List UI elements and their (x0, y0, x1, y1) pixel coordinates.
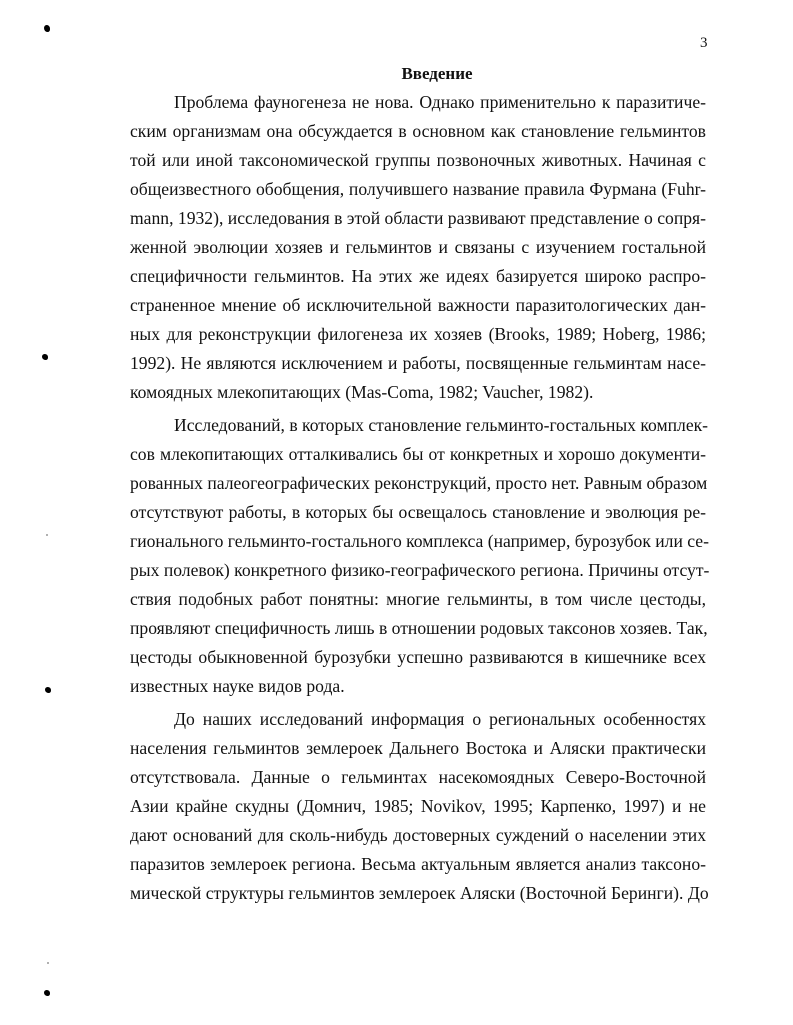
text-line: ных для реконструкции филогенеза их хозяев (Brooks, 1989; Hoberg, 1986; (130, 324, 706, 344)
text-line: mann, 1932), исследования в этой области развивают представление о сопря- (130, 208, 706, 228)
scan-speck (47, 962, 49, 964)
text-line: Азии крайне скудны (Домнич, 1985; Novikov, 1995; Карпенко, 1997) и не (130, 796, 706, 816)
text-line: отсутствуют работы, в которых бы освещалось становление и эволюция ре- (130, 502, 706, 522)
text-line: ствия подобных работ понятны: многие гельминты, в том числе цестоды, (130, 589, 706, 609)
text-line: Исследований, в которых становление гельминто-гостальных комплек- (174, 415, 709, 435)
text-line: общеизвестного обобщения, получившего название правила Фурмана (Fuhr- (130, 179, 706, 199)
scan-mark (44, 990, 50, 996)
text-line: До наших исследований информация о региональных особенностях (174, 709, 706, 729)
text-line: проявляют специфичность лишь в отношении родовых таксонов хозяев. Так, (130, 618, 708, 638)
text-line: дают оснований для сколь-нибудь достоверных суждений о населении этих (130, 825, 706, 845)
scan-mark (45, 687, 51, 693)
section-title: Введение (401, 64, 473, 83)
scan-mark (42, 354, 48, 360)
text-line: той или иной таксономической группы позвоночных животных. Начиная с (130, 150, 706, 170)
text-line: комоядных млекопитающих (Mas-Coma, 1982; Vaucher, 1982). (130, 382, 594, 402)
text-line: рых полевок) конкретного физико-географического региона. Причины отсут- (130, 560, 710, 580)
text-line: мической структуры гельминтов землероек Аляски (Восточной Беринги). До (130, 883, 709, 903)
text-line: отсутствовала. Данные о гельминтах насекомоядных Северо-Восточной (130, 767, 706, 787)
text-line: Проблема фауногенеза не нова. Однако применительно к паразитиче- (174, 92, 706, 112)
text-line: населения гельминтов землероек Дальнего Востока и Аляски практически (130, 738, 706, 758)
scan-speck (46, 534, 48, 536)
text-line: паразитов землероек региона. Весьма актуальным является анализ таксоно- (130, 854, 706, 874)
scan-mark (44, 25, 50, 32)
page-number: 3 (700, 35, 708, 51)
text-line: рованных палеогеографических реконструкций, просто нет. Равным образом (130, 473, 708, 493)
text-line: сов млекопитающих отталкивались бы от конкретных и хорошо документи- (130, 444, 706, 464)
text-line: страненное мнение об исключительной важности паразитологических дан- (130, 295, 706, 315)
text-line: цестоды обыкновенной бурозубки успешно развиваются в кишечнике всех (130, 647, 706, 667)
text-line: ским организмам она обсуждается в основном как становление гельминтов (130, 121, 706, 141)
text-line: известных науке видов рода. (130, 676, 345, 696)
text-line: женной эволюции хозяев и гельминтов и связаны с изучением гостальной (130, 237, 706, 257)
text-line: 1992). Не являются исключением и работы, посвященные гельминтам насе- (130, 353, 706, 373)
text-line: специфичности гельминтов. На этих же идеях базируется широко распро- (130, 266, 706, 286)
text-line: гионального гельминто-гостального комплекса (например, бурозубок или се- (130, 531, 709, 551)
